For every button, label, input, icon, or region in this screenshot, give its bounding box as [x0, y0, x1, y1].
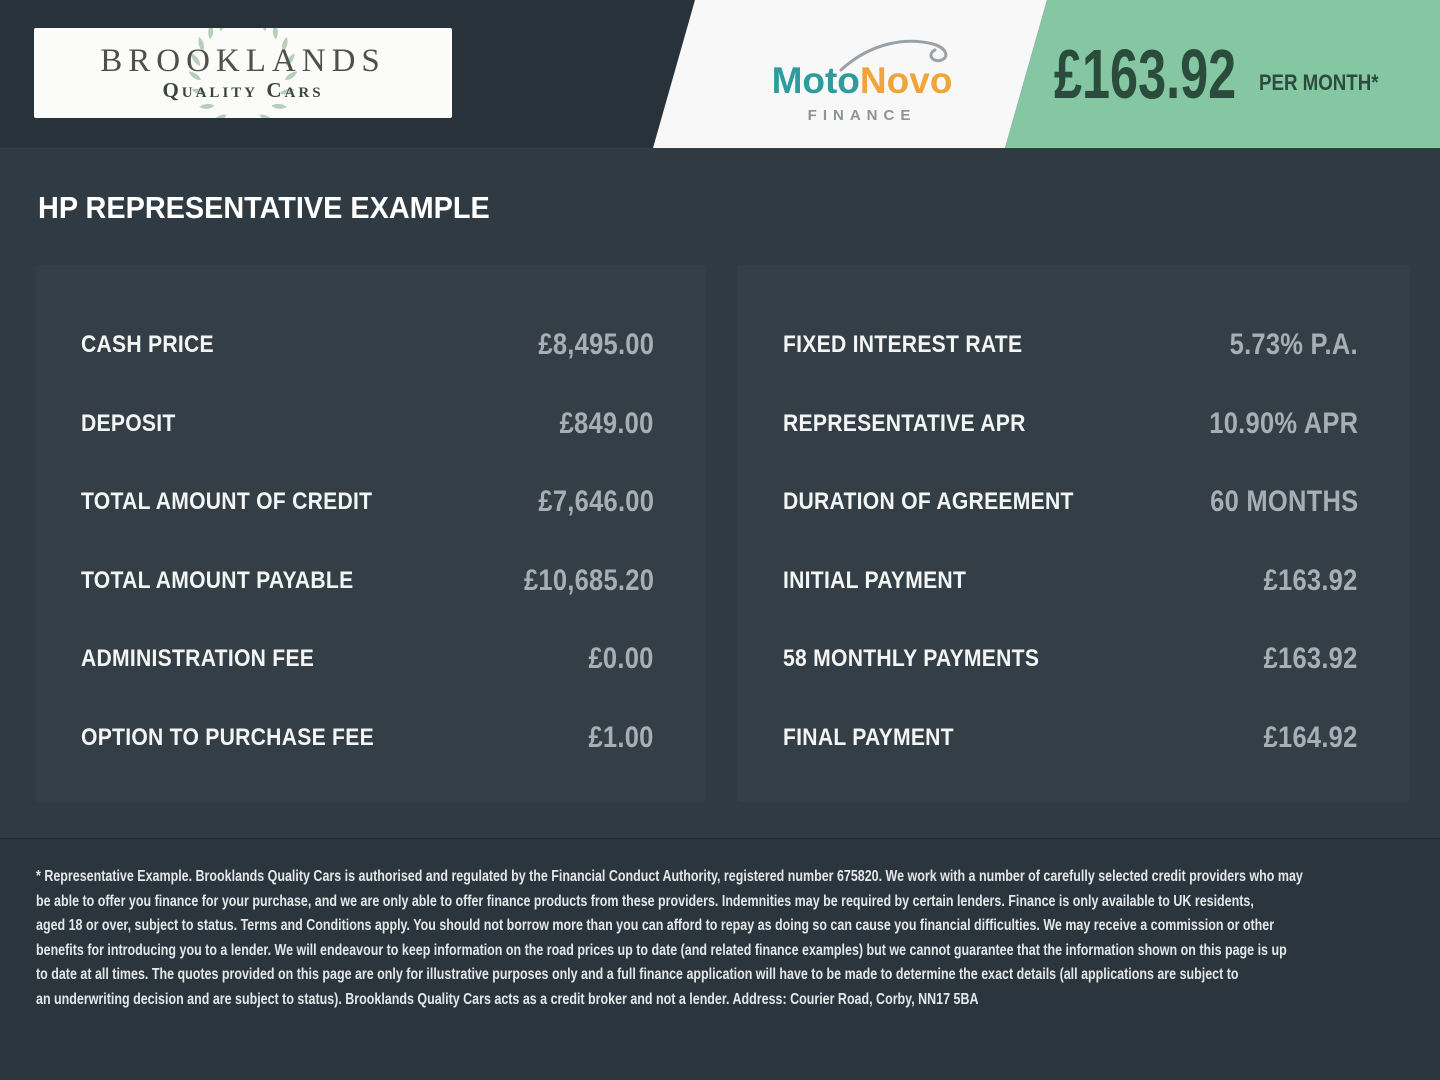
finance-row-value: £849.00 [560, 406, 654, 440]
finance-row-label: FINAL PAYMENT [783, 723, 954, 751]
finance-row-value: £7,646.00 [538, 485, 654, 519]
finance-row [81, 323, 654, 367]
finance-row [783, 716, 1358, 760]
finance-row-value: 10.90% APR [1208, 406, 1358, 440]
finance-row-label: TOTAL AMOUNT OF CREDIT [81, 488, 373, 516]
page-title: HP REPRESENTATIVE EXAMPLE [38, 190, 490, 225]
monthly-price-suffix: PER MONTH* [1259, 70, 1379, 95]
finance-row-label: DURATION OF AGREEMENT [783, 488, 1074, 516]
finance-row [81, 716, 654, 760]
finance-row-value: £0.00 [588, 642, 654, 676]
finance-row-label: DEPOSIT [81, 409, 176, 437]
disclaimer-line: an underwriting decision and are subject to status). Brooklands Quality Cars acts as a credit broker and not a lender. Address: Courier Road, Corby, NN17 5BA [36, 990, 979, 1008]
disclaimer-line: benefits for introducing you to a lender. We will endeavour to keep information on the road prices up to date (and related finance examples) but we cannot guarantee that the information shown on this page is up [36, 941, 1287, 959]
finance-row-label: FIXED INTEREST RATE [783, 331, 1023, 358]
brand-part-moto: Moto [771, 60, 860, 101]
finance-row-value: 60 MONTHS [1209, 485, 1358, 519]
finance-row [783, 480, 1358, 524]
finance-row [81, 402, 654, 446]
finance-row-value: £163.92 [1264, 642, 1358, 676]
finance-row-label: ADMINISTRATION FEE [81, 645, 315, 673]
finance-row-label: 58 MONTHLY PAYMENTS [783, 645, 1040, 673]
finance-row [81, 637, 654, 681]
disclaimer-line: be able to offer you finance for your purchase, and we are only able to offer finance products from these providers. Indemnities may be required by certain lenders. Finance is only available to UK residents, [36, 892, 1254, 910]
disclaimer-line: to date at all times. The quotes provided on this page are only for illustrative purposes only and a full finance application will have to be made to determine the exact details (all applications are subject to [36, 966, 1239, 984]
finance-row-value: £1.00 [588, 720, 654, 754]
finance-row-value: 5.73% P.A. [1229, 328, 1358, 361]
brand-part-novo: Novo [859, 60, 953, 101]
disclaimer-line: * Representative Example. Brooklands Quality Cars is authorised and regulated by the Financial Conduct Authority, registered number 675820. We work with a number of carefully selected credit providers who may [36, 868, 1303, 885]
monthly-price: £163.92 [1054, 35, 1237, 113]
finance-row [783, 637, 1358, 681]
finance-row [81, 559, 654, 603]
finance-row-value: £8,495.00 [538, 328, 654, 361]
finance-row-value: £163.92 [1264, 563, 1358, 597]
disclaimer-line: aged 18 or over, subject to status. Terms and Conditions apply. You should not borrow more than you can afford to repay as doing so can cause you financial difficulties. We may receive a commission or other [36, 917, 1275, 935]
finance-row [783, 402, 1358, 446]
finance-row [783, 323, 1358, 367]
dealer-tagline: Quality Cars [162, 78, 324, 102]
dealer-name: BROOKLANDS [100, 43, 386, 79]
finance-row-label: TOTAL AMOUNT PAYABLE [81, 566, 354, 594]
finance-row [783, 559, 1358, 603]
finance-row-label: INITIAL PAYMENT [783, 566, 967, 594]
monthly-price-banner [1054, 0, 1400, 148]
finance-row-label: OPTION TO PURCHASE FEE [81, 723, 374, 751]
finance-row-value: £10,685.20 [523, 563, 654, 597]
finance-brand-name [752, 62, 972, 100]
dealer-logo [34, 28, 452, 118]
finance-row-label: REPRESENTATIVE APR [783, 409, 1026, 437]
finance-row-label: CASH PRICE [81, 331, 214, 358]
finance-row [81, 480, 654, 524]
motonovo-logo [752, 26, 972, 126]
finance-brand-subtitle: FINANCE [807, 107, 917, 124]
finance-panel-left [35, 265, 706, 802]
finance-panel-right [737, 265, 1410, 802]
footer-disclaimer [0, 838, 1440, 1080]
header [0, 0, 1440, 149]
finance-row-value: £164.92 [1264, 720, 1358, 754]
